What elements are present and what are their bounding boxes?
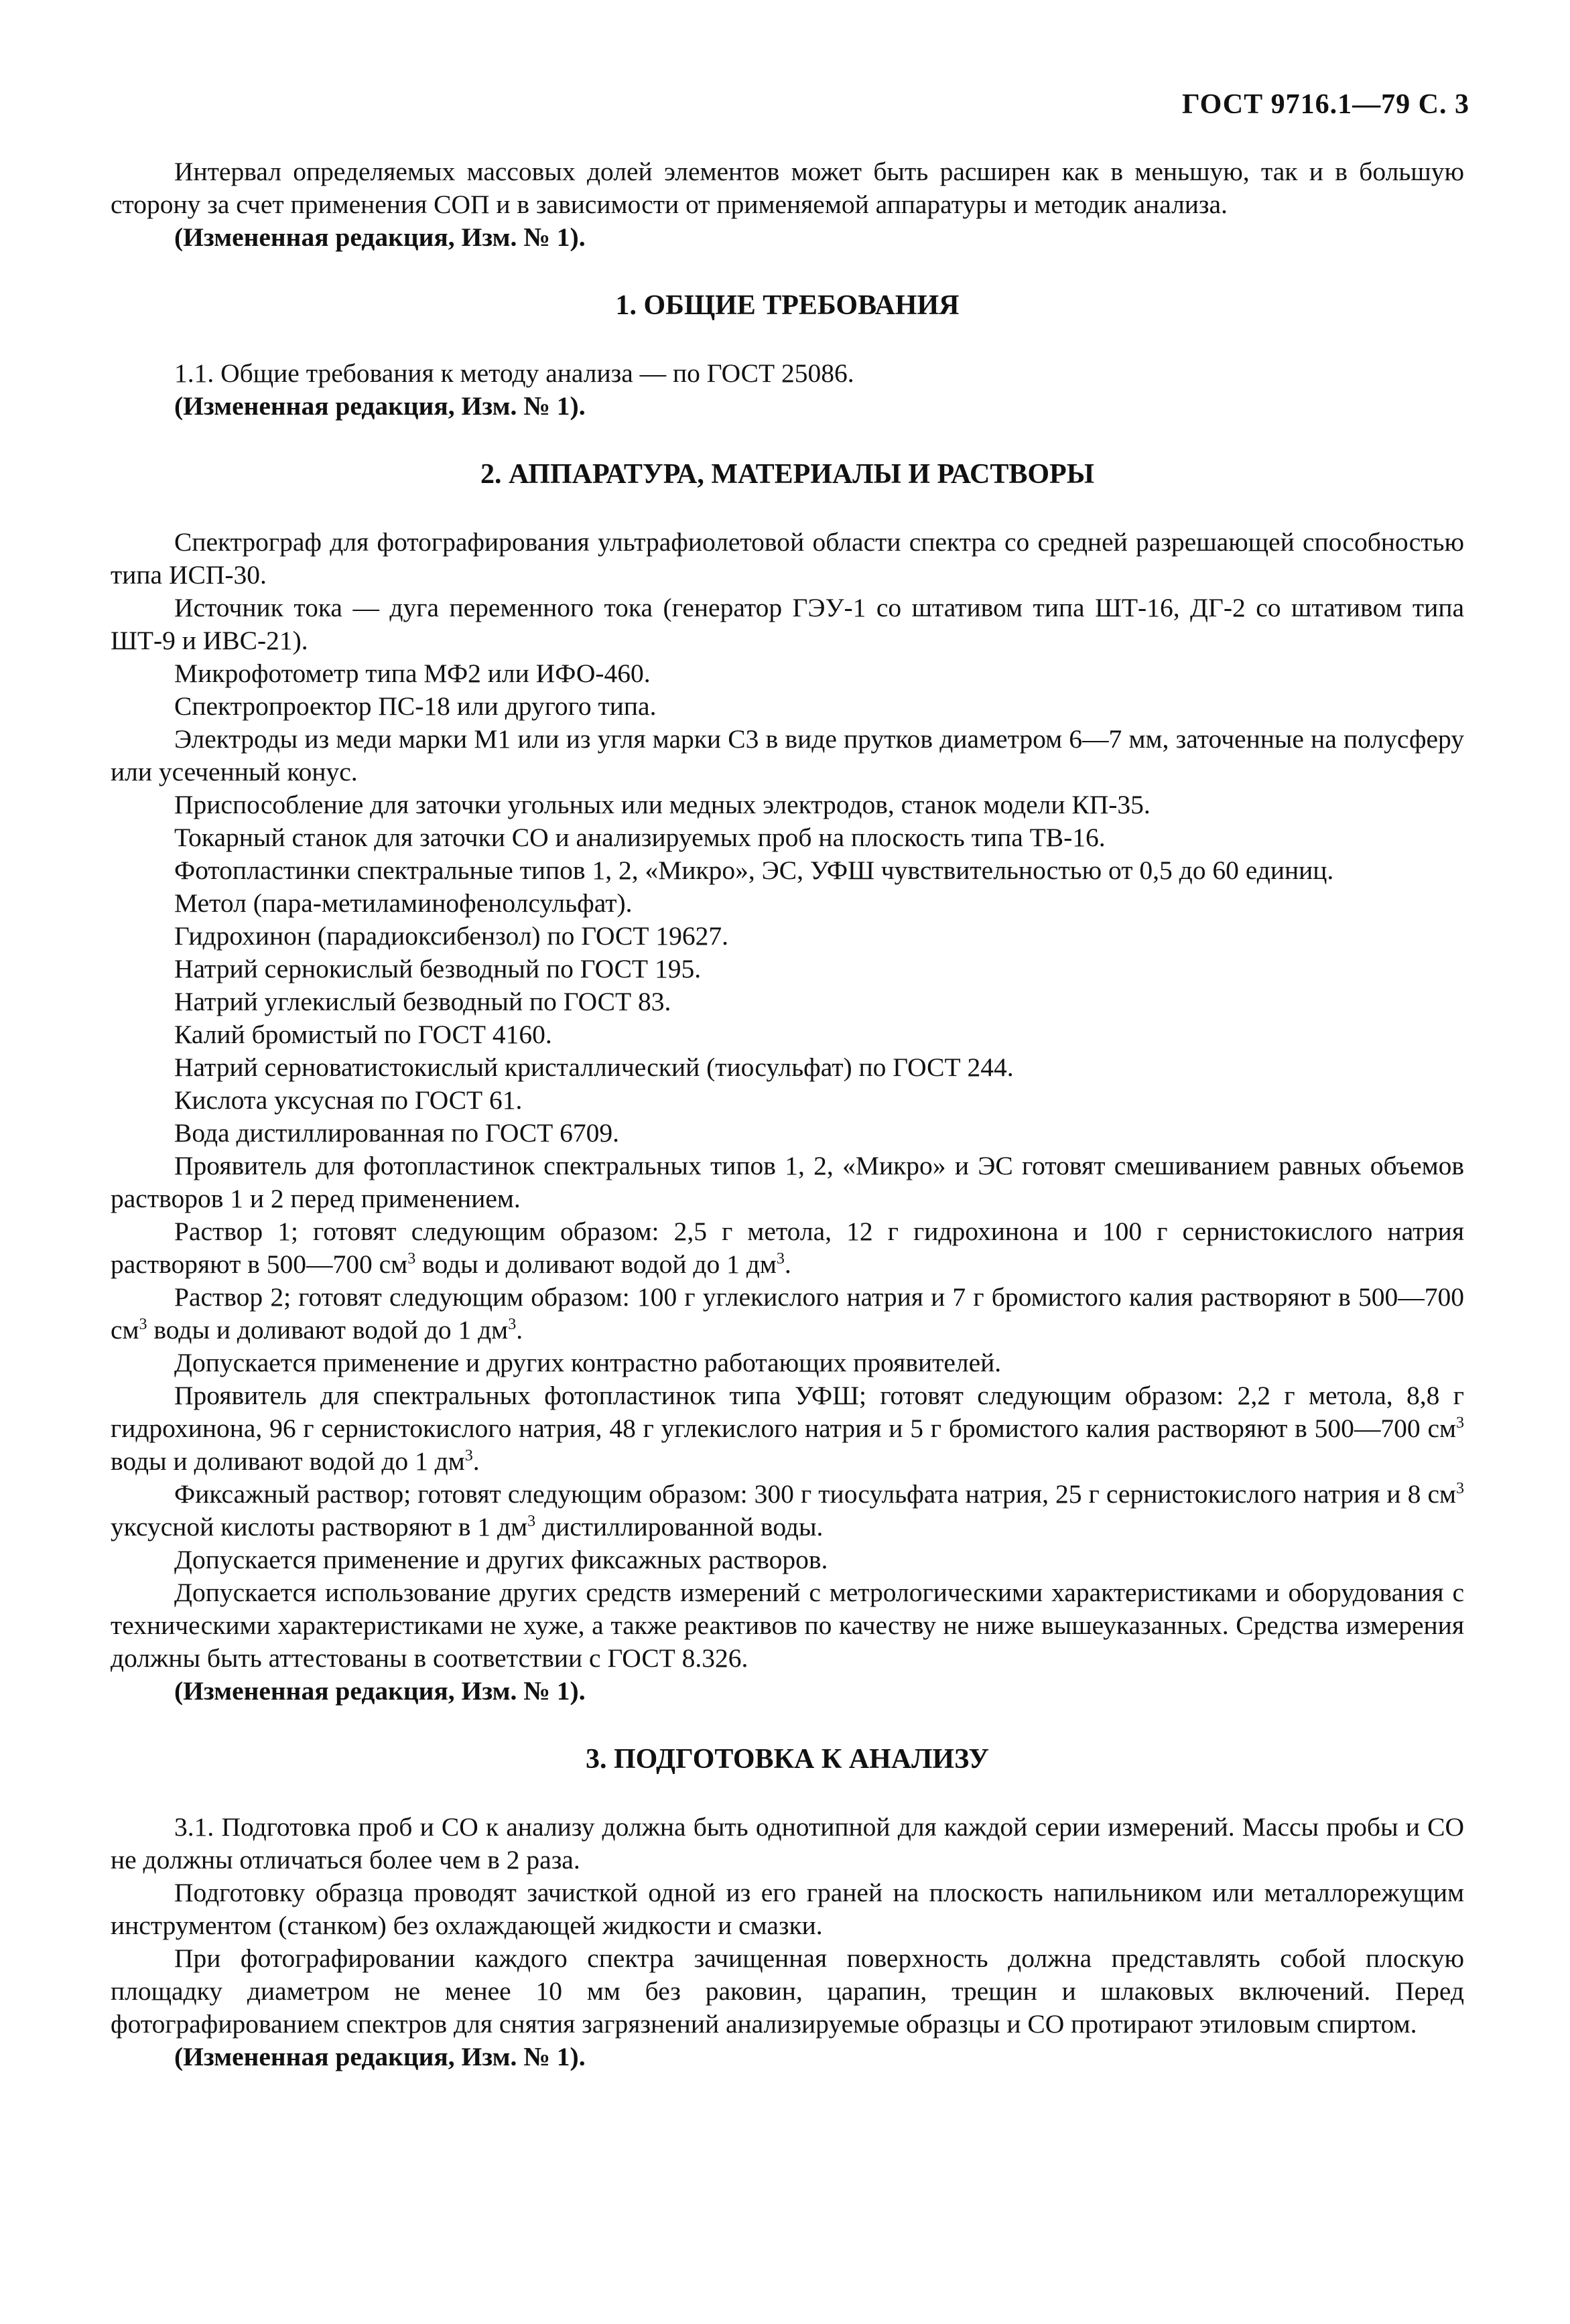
text-fragment: . bbox=[784, 1249, 791, 1279]
page-header: ГОСТ 9716.1—79 С. 3 bbox=[1181, 89, 1469, 120]
section-2-paragraph: Приспособление для заточки угольных или медных электродов, станок модели КП-35. bbox=[174, 790, 1151, 819]
section-2-paragraph: Натрий углекислый безводный по ГОСТ 83. bbox=[174, 987, 671, 1016]
text-fragment: воды и доливают водой до 1 дм bbox=[111, 1446, 465, 1476]
section-2-paragraph: Допускается использование других средств измерений с метрологическими характеристиками и оборудования с техническими характеристиками не хуже, а также реактивов по качеству не ниже вышеуказанных. Средства измерения должны быть аттестованы в соответствии с ГОСТ 8.326. bbox=[111, 1578, 1464, 1673]
section-2-developer-ufsh bbox=[111, 1379, 1464, 1478]
section-2-title: 2. АППАРАТУРА, МАТЕРИАЛЫ И РАСТВОРЫ bbox=[480, 459, 1094, 490]
section-2-paragraph: Источник тока — дуга переменного тока (генератор ГЭУ-1 со штативом типа ШТ-16, ДГ-2 со штативом типа ШТ-9 и ИВС-21). bbox=[111, 593, 1464, 655]
section-3-change-note: (Измененная редакция, Изм. № 1). bbox=[174, 2042, 586, 2071]
section-2-paragraph: Спектрограф для фотографирования ультрафиолетовой области спектра со средней разрешающей способностью типа ИСП-30. bbox=[111, 527, 1464, 590]
section-3-paragraph: При фотографировании каждого спектра зачищенная поверхность должна представлять собой плоскую площадку диаметром не менее 10 мм без раковин, царапин, трещин и шлаковых включений. Перед фотографированием спектров для снятия загрязнений анализируемые образцы и СО протирают этиловым спиртом. bbox=[111, 1943, 1464, 2039]
section-2-paragraph: Фотопластинки спектральные типов 1, 2, «Микро», ЭС, УФШ чувствительностью от 0,5 до 60 единиц. bbox=[174, 856, 1334, 885]
section-2-paragraph: Кислота уксусная по ГОСТ 61. bbox=[174, 1085, 523, 1115]
section-2-change-note: (Измененная редакция, Изм. № 1). bbox=[174, 1676, 586, 1706]
section-2-solution-2 bbox=[111, 1281, 1464, 1347]
section-1-title: 1. ОБЩИЕ ТРЕБОВАНИЯ bbox=[615, 290, 960, 321]
section-2-paragraph: Метол (пара-метиламинофенолсульфат). bbox=[174, 888, 633, 918]
superscript: 3 bbox=[508, 1315, 517, 1333]
text-fragment: Раствор 1; готовят следующим образом: 2,5 г метола, 12 г гидрохинона и 100 г сернистокислого натрия растворяют в 500—700 см bbox=[111, 1217, 1464, 1279]
section-3-item-3-1: 3.1. Подготовка проб и СО к анализу должна быть однотипной для каждой серии измерений. Массы пробы и СО не должны отличаться более чем в 2 раза. bbox=[111, 1812, 1464, 1874]
section-2-paragraph: Натрий сернокислый безводный по ГОСТ 195. bbox=[174, 954, 702, 983]
section-1-change-note: (Измененная редакция, Изм. № 1). bbox=[174, 391, 586, 421]
section-3-paragraph: Подготовку образца проводят зачисткой одной из его граней на плоскость напильником или металлорежущим инструментом (станком) без охлаждающей жидкости и смазки. bbox=[111, 1878, 1464, 1940]
text-fragment: воды и доливают водой до 1 дм bbox=[147, 1315, 509, 1345]
section-2-paragraph: Проявитель для фотопластинок спектральных типов 1, 2, «Микро» и ЭС готовят смешиванием равных объемов растворов 1 и 2 перед применением. bbox=[111, 1151, 1464, 1213]
superscript: 3 bbox=[407, 1249, 416, 1268]
section-2-paragraph: Токарный станок для заточки СО и анализируемых проб на плоскость типа ТВ-16. bbox=[174, 823, 1106, 852]
superscript: 3 bbox=[464, 1446, 473, 1464]
text-fragment: уксусной кислоты растворяют в 1 дм bbox=[111, 1512, 528, 1542]
section-2-solution-1 bbox=[111, 1215, 1464, 1281]
text-fragment: . bbox=[472, 1446, 480, 1476]
superscript: 3 bbox=[1456, 1414, 1464, 1432]
intro-paragraph: Интервал определяемых массовых долей элементов может быть расширен как в меньшую, так и в большую сторону за счет применения СОП и в зависимости от применяемой аппаратуры и методик анализа. bbox=[111, 157, 1464, 219]
section-2-paragraph: Вода дистиллированная по ГОСТ 6709. bbox=[174, 1118, 620, 1148]
section-1-item-1-1: 1.1. Общие требования к методу анализа — по ГОСТ 25086. bbox=[174, 358, 854, 388]
section-2-paragraph: Электроды из меди марки М1 или из угля марки С3 в виде прутков диаметром 6—7 мм, заточенные на полусферу или усеченный конус. bbox=[111, 724, 1464, 787]
text-fragment: Раствор 2; готовят следующим образом: 100 г углекислого натрия и 7 г бромистого калия растворяют в 500—700 см bbox=[111, 1282, 1464, 1345]
section-2-paragraph: Микрофотометр типа МФ2 или ИФО-460. bbox=[174, 659, 651, 688]
text-fragment: . bbox=[516, 1315, 523, 1345]
section-2-paragraph: Допускается применение и других фиксажных растворов. bbox=[174, 1545, 828, 1574]
section-2-paragraph: Спектропроектор ПС-18 или другого типа. bbox=[174, 691, 657, 721]
text-fragment: дистиллированной воды. bbox=[535, 1512, 824, 1542]
text-fragment: Проявитель для спектральных фотопластинок типа УФШ; готовят следующим образом: 2,2 г метола, 8,8 г гидрохинона, 96 г сернистокислого натрия, 48 г углекислого натрия и 5 г бромистого калия растворяют в 500—700 см bbox=[111, 1381, 1464, 1443]
text-fragment: Фиксажный раствор; готовят следующим образом: 300 г тиосульфата натрия, 25 г сернистокислого натрия и 8 см bbox=[174, 1479, 1456, 1509]
section-2-paragraph: Натрий серноватистокислый кристаллический (тиосульфат) по ГОСТ 244. bbox=[174, 1052, 1014, 1082]
superscript: 3 bbox=[1456, 1479, 1464, 1497]
intro-change-note: (Измененная редакция, Изм. № 1). bbox=[174, 222, 586, 252]
section-2-paragraph: Допускается применение и других контрастно работающих проявителей. bbox=[174, 1348, 1002, 1377]
section-3-title: 3. ПОДГОТОВКА К АНАЛИЗУ bbox=[585, 1744, 990, 1775]
text-fragment: воды и доливают водой до 1 дм bbox=[415, 1249, 777, 1279]
section-2-paragraph: Калий бромистый по ГОСТ 4160. bbox=[174, 1020, 552, 1049]
superscript: 3 bbox=[776, 1249, 785, 1268]
superscript: 3 bbox=[527, 1512, 536, 1530]
page-content bbox=[111, 155, 1464, 2073]
superscript: 3 bbox=[139, 1315, 147, 1333]
section-2-fixer-solution bbox=[111, 1478, 1464, 1544]
section-2-paragraph: Гидрохинон (парадиоксибензол) по ГОСТ 19627. bbox=[174, 921, 729, 951]
